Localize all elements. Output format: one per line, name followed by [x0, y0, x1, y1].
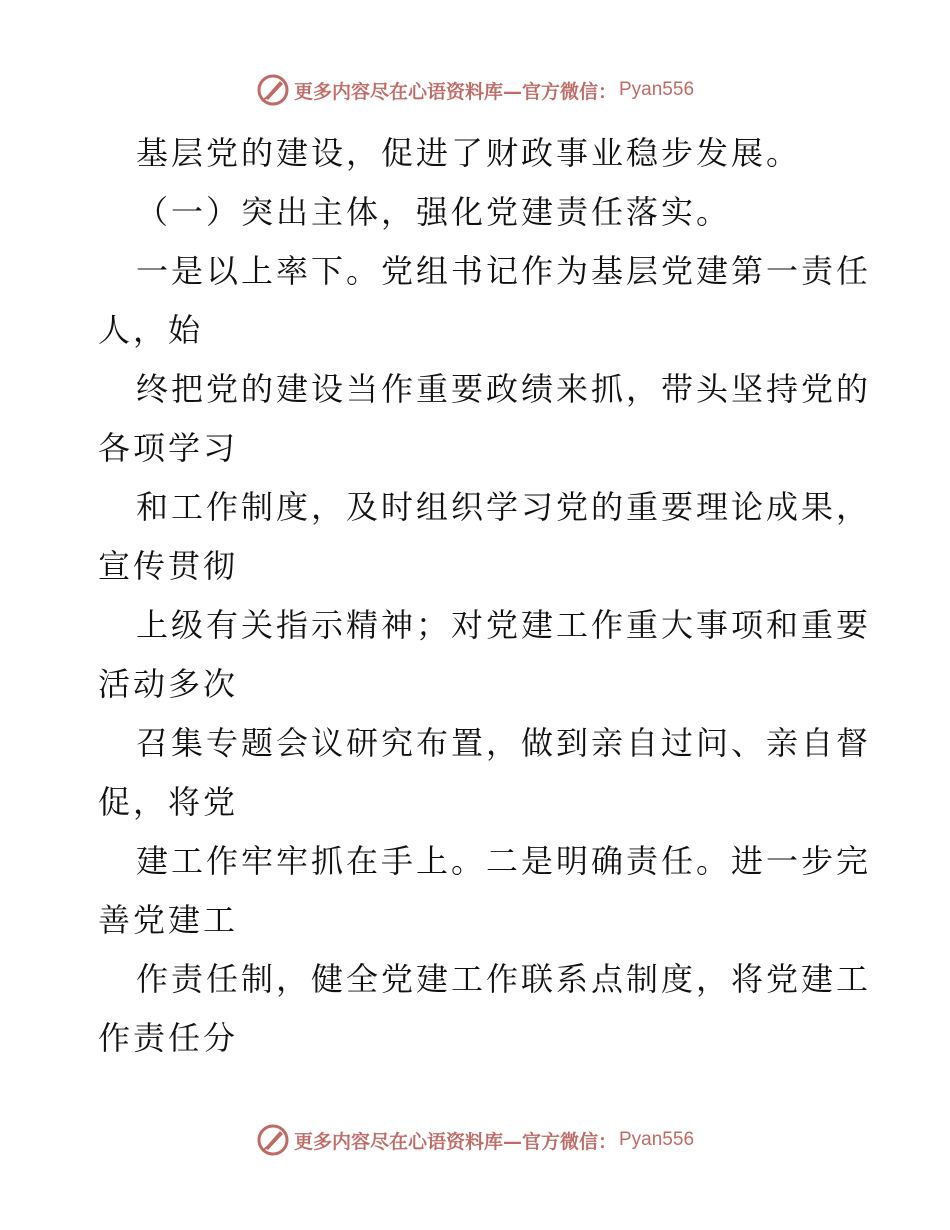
paragraph-line: 和工作制度，及时组织学习党的重要理论成果， [136, 488, 872, 526]
quill-pen-logo-icon [256, 1123, 290, 1157]
document-body [98, 124, 872, 1068]
paragraph-line: 各项学习 [98, 429, 239, 467]
paragraph-line: 召集专题会议研究布置，做到亲自过问、亲自督 [136, 724, 872, 762]
paragraph-line: 善党建工 [98, 901, 239, 939]
footer-banner [0, 1120, 950, 1160]
paragraph-line: 人，始 [98, 311, 204, 349]
paragraph-line: 作责任制，健全党建工作联系点制度，将党建工 [136, 960, 872, 998]
banner-wechat-id: Pyan556 [619, 79, 695, 100]
section-heading: （一）突出主体，强化党建责任落实。 [136, 193, 732, 231]
paragraph-line: 活动多次 [98, 665, 239, 703]
banner-text: 更多内容尽在心语资料库—官方微信： [293, 80, 617, 103]
banner-text: 更多内容尽在心语资料库—官方微信： [293, 1130, 617, 1153]
paragraph-line: 建工作牢牢抓在手上。二是明确责任。进一步完 [136, 842, 872, 880]
paragraph-line: 促，将党 [98, 783, 239, 821]
paragraph-line: 终把党的建设当作重要政绩来抓，带头坚持党的 [136, 370, 872, 408]
banner-wechat-id: Pyan556 [619, 1129, 695, 1150]
paragraph-line: 作责任分 [98, 1019, 239, 1057]
paragraph-line: 宣传贯彻 [98, 547, 239, 585]
paragraph-line: 一是以上率下。党组书记作为基层党建第一责任 [136, 252, 872, 290]
paragraph-line: 上级有关指示精神；对党建工作重大事项和重要 [136, 606, 872, 644]
quill-pen-logo-icon [256, 73, 290, 107]
header-banner [0, 70, 950, 110]
paragraph-line: 基层党的建设，促进了财政事业稳步发展。 [136, 134, 802, 172]
